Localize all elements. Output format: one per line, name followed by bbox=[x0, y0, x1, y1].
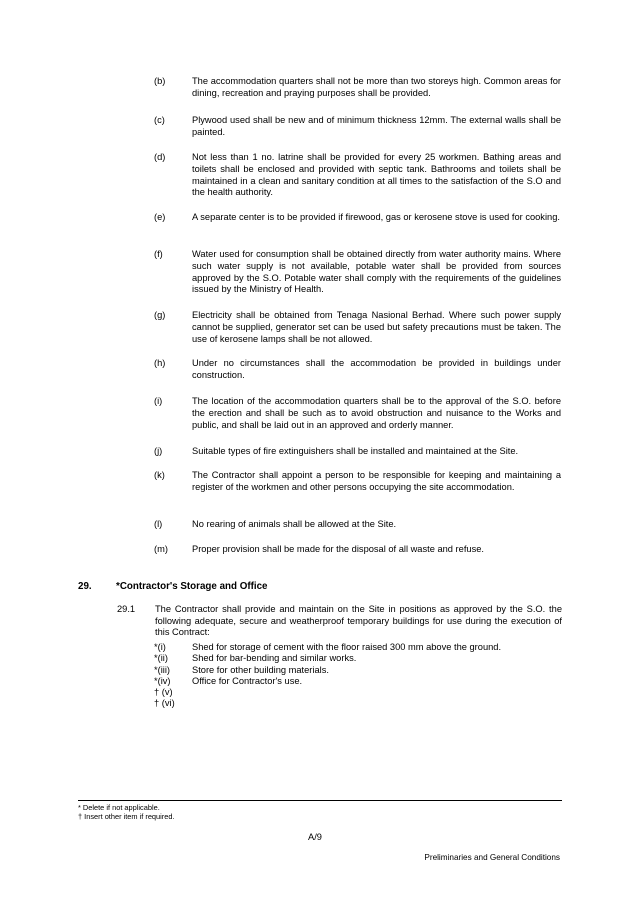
sublist-label: *(ii) bbox=[154, 653, 168, 664]
item-text: Proper provision shall be made for the disposal of all waste and refuse. bbox=[192, 544, 484, 554]
sublist-label: † (vi) bbox=[154, 698, 175, 709]
page-number: A/9 bbox=[308, 832, 322, 842]
sublist-label: *(i) bbox=[154, 642, 166, 652]
sublist-text: Shed for storage of cement with the floor raised 300 mm above the ground. bbox=[192, 642, 502, 652]
sublist-text: Shed for bar-bending and similar works. bbox=[192, 653, 357, 664]
item-label: (i) bbox=[154, 396, 163, 406]
footnote-divider bbox=[78, 800, 562, 801]
item-label: (k) bbox=[154, 470, 165, 480]
sublist-label: *(iv) bbox=[154, 675, 171, 686]
item-text: Water used for consumption shall be obtained directly from water authority mains. Where such water supply is not available, potable water shall be provided from sources approved by the S.O. Potable water shall comply with the requirements of the guidelines issued by the Ministry of Health. bbox=[192, 249, 561, 295]
footnote: * Delete if not applicable. bbox=[78, 803, 160, 812]
item-label: (m) bbox=[154, 544, 168, 554]
sublist-text: Store for other building materials. bbox=[192, 664, 329, 675]
item-text: Suitable types of fire extinguishers shall be installed and maintained at the Site. bbox=[192, 446, 519, 456]
item-label: (h) bbox=[154, 358, 166, 368]
item-label: (j) bbox=[154, 446, 163, 456]
sublist-label: † (v) bbox=[154, 687, 173, 698]
section-title: *Contractor's Storage and Office bbox=[116, 581, 268, 592]
sublist-label: *(iii) bbox=[154, 664, 171, 675]
clause-text: The Contractor shall provide and maintain on the Site in positions as approved by the S.O. the following adequate, secure and weatherproof temporary buildings for use during the execution of this Contract: bbox=[155, 604, 562, 638]
item-text: The accommodation quarters shall not be more than two storeys high. Common areas for dining, recreation and praying purposes shall be provided. bbox=[192, 76, 561, 98]
item-text: Plywood used shall be new and of minimum thickness 12mm. The external walls shall be painted. bbox=[192, 115, 561, 137]
item-label: (d) bbox=[154, 152, 166, 162]
section-number: 29. bbox=[78, 581, 92, 592]
item-text: Under no circumstances shall the accommodation be provided in buildings under construction. bbox=[192, 358, 561, 380]
clause-number: 29.1 bbox=[117, 604, 136, 614]
item-text: The location of the accommodation quarters shall be to the approval of the S.O. before the erection and shall be such as to avoid obstruction and nuisance to the Works and public, and shall be laid out in an approved and orderly manner. bbox=[192, 396, 561, 430]
item-label: (b) bbox=[154, 76, 166, 86]
item-text: Not less than 1 no. latrine shall be provided for every 25 workmen. Bathing areas and toilets shall be enclosed and provided with septic tank. Bathrooms and toilets shall be maintained in a clean and sanitary condition at all times to the satisfaction of the S.O and the health authority. bbox=[192, 152, 561, 198]
item-text: The Contractor shall appoint a person to be responsible for keeping and maintaining a register of the workmen and other persons occupying the site accommodation. bbox=[192, 470, 561, 492]
item-label: (e) bbox=[154, 212, 166, 222]
item-label: (g) bbox=[154, 310, 166, 320]
item-text: No rearing of animals shall be allowed at the Site. bbox=[192, 519, 397, 529]
sublist-text: Office for Contractor's use. bbox=[192, 675, 303, 686]
item-label: (l) bbox=[154, 519, 163, 529]
running-footer: Preliminaries and General Conditions bbox=[424, 853, 560, 862]
item-text: Electricity shall be obtained from Tenaga Nasional Berhad. Where such power supply cannot be supplied, generator set can be used but safety precautions must be taken. The use of kerosene lamps shall be not allowed. bbox=[192, 310, 561, 344]
item-text: A separate center is to be provided if firewood, gas or kerosene stove is used for cooking. bbox=[192, 212, 560, 222]
item-label: (c) bbox=[154, 115, 165, 125]
footnote: † Insert other item if required. bbox=[78, 812, 175, 821]
item-label: (f) bbox=[154, 249, 163, 259]
